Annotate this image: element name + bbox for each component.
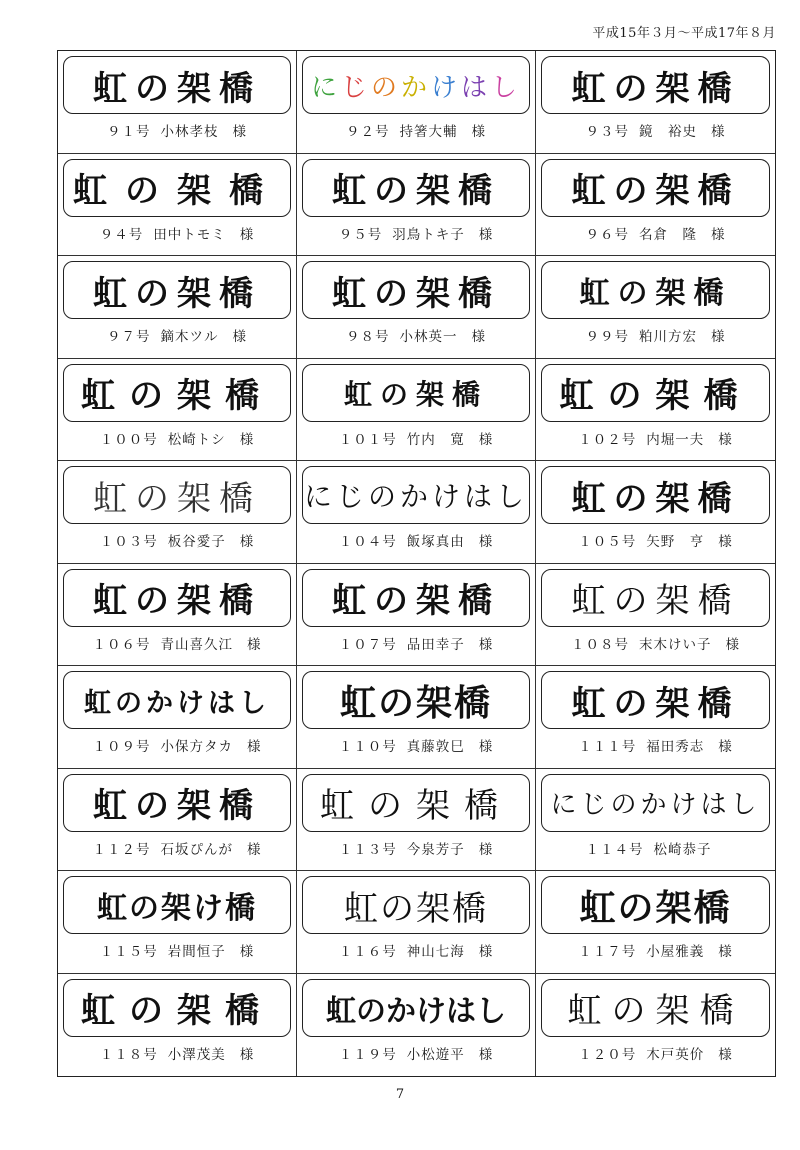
entry-number: １０２号: [578, 431, 637, 448]
page-number: 7: [395, 1087, 405, 1102]
calligraphy-frame: [541, 979, 770, 1037]
entry-honorific: 様: [718, 944, 733, 960]
entry-cell: [297, 564, 536, 667]
entry-name: 内堀一夫: [646, 431, 705, 448]
entry-name: 石坂ぴんが: [160, 841, 233, 858]
calligraphy-text: 虹の架橋: [93, 273, 261, 314]
entry-honorific: 様: [718, 1046, 733, 1063]
entry-cell: [536, 51, 775, 154]
entry-caption: [58, 633, 296, 653]
entry-cell: [297, 871, 536, 974]
calligraphy-frame: [63, 774, 291, 832]
entry-name: 鏡 裕史: [639, 124, 697, 140]
entry-number: １１９号: [338, 1046, 397, 1063]
entry-honorific: 様: [718, 534, 733, 550]
entry-honorific: 様: [247, 636, 262, 653]
entry-cell: [58, 51, 297, 154]
entry-name: 小林孝枝: [160, 124, 219, 140]
entry-cell: [536, 666, 775, 769]
calligraphy-frame: [302, 159, 530, 217]
calligraphy-text: 虹の架橋: [93, 478, 261, 519]
calligraphy-text: 虹の架け橋: [97, 891, 257, 926]
entry-cell: [536, 461, 775, 564]
entry-honorific: 様: [239, 431, 255, 448]
entry-caption: [58, 940, 296, 960]
entry-honorific: 様: [239, 534, 255, 550]
entry-caption: [297, 838, 535, 858]
calligraphy-frame: [63, 466, 291, 524]
calligraphy-frame: [302, 979, 530, 1037]
calligraphy-frame: [541, 56, 770, 114]
entry-name: 松崎恭子: [653, 841, 712, 858]
entry-honorific: 様: [711, 226, 726, 243]
entry-number: ９１号: [107, 124, 151, 140]
entry-caption: [58, 735, 296, 755]
entry-number: ９５号: [338, 226, 383, 243]
entry-number: １１７号: [578, 944, 637, 960]
entry-name: 名倉 隆: [639, 226, 697, 243]
period-header: 平成15年３月～平成17年８月: [592, 26, 776, 41]
entry-honorific: 様: [711, 124, 726, 140]
entry-name: 竹内 寛: [406, 431, 465, 448]
calligraphy-frame: [541, 876, 770, 934]
calligraphy-text: 虹の架橋: [571, 683, 740, 724]
calligraphy-frame: [541, 261, 770, 319]
calligraphy-frame: [541, 159, 770, 217]
entry-honorific: 様: [471, 124, 486, 140]
entry-caption: [58, 1043, 296, 1063]
entry-number: ９２号: [346, 124, 390, 140]
entry-caption: [58, 428, 296, 448]
entry-cell: [58, 769, 297, 872]
calligraphy-text: 虹の架橋: [93, 581, 261, 621]
calligraphy-frame: [541, 774, 770, 832]
calligraphy-frame: [302, 569, 530, 627]
calligraphy-frame: [63, 979, 291, 1037]
calligraphy-frame: [302, 774, 530, 832]
entry-honorific: 様: [471, 329, 486, 345]
entry-name: 神山七海: [406, 944, 465, 960]
entry-caption: [58, 223, 296, 243]
entry-honorific: 様: [478, 534, 494, 550]
entry-number: １０９号: [92, 739, 151, 755]
entry-number: １０８号: [571, 636, 629, 653]
entry-name: 小澤茂美: [167, 1046, 226, 1063]
entry-caption: [297, 120, 535, 140]
entry-caption: [536, 223, 775, 243]
entry-number: １１０号: [338, 739, 397, 755]
entry-number: １００号: [99, 431, 158, 448]
calligraphy-text: 虹の架橋: [93, 68, 261, 109]
entry-name: 小保方タカ: [160, 739, 233, 755]
calligraphy-text: 虹の架橋: [559, 376, 752, 416]
entry-cell: [536, 769, 775, 872]
entry-cell: [297, 154, 536, 257]
calligraphy-text: 虹の架橋: [332, 171, 500, 211]
entry-caption: [297, 223, 535, 243]
entry-cell: [297, 359, 536, 462]
entry-number: １１８号: [99, 1046, 158, 1063]
calligraphy-text: 虹の架橋: [332, 581, 500, 621]
entry-number: ９７号: [107, 329, 151, 345]
entry-name: 矢野 亨: [646, 534, 705, 550]
entry-caption: [536, 428, 775, 448]
entry-number: １０５号: [578, 534, 637, 550]
entry-honorific: 様: [239, 226, 255, 243]
entry-caption: [297, 530, 535, 550]
calligraphy-text: 虹の架橋: [571, 171, 740, 211]
entry-name: 板谷愛子: [167, 534, 226, 550]
entry-caption: [536, 838, 775, 858]
entry-name: 品田幸子: [406, 636, 465, 653]
entry-number: １０７号: [338, 636, 397, 653]
entry-honorific: 様: [247, 841, 262, 858]
calligraphy-text: 虹の架橋: [579, 886, 732, 929]
calligraphy-text: 虹の架橋: [343, 377, 488, 411]
entry-caption: [58, 120, 296, 140]
entry-caption: [58, 325, 296, 345]
entry-name: 粕川方宏: [639, 329, 697, 345]
calligraphy-text: にじのかけはし: [550, 790, 761, 820]
calligraphy-frame: [63, 876, 291, 934]
entry-number: １１２号: [92, 841, 151, 858]
entry-cell: [536, 974, 775, 1077]
entry-name: 小屋雅義: [646, 944, 705, 960]
entry-honorific: 様: [478, 1046, 494, 1063]
entry-caption: [536, 940, 775, 960]
entry-cell: [536, 871, 775, 974]
calligraphy-frame: [63, 261, 291, 319]
entry-number: ９４号: [99, 226, 144, 243]
calligraphy-frame: [63, 569, 291, 627]
calligraphy-frame: [63, 56, 291, 114]
entry-number: １０３号: [99, 534, 158, 550]
calligraphy-frame: [63, 159, 291, 217]
entry-name: 田中トモミ: [153, 226, 226, 243]
entry-cell: [58, 564, 297, 667]
entry-caption: [297, 633, 535, 653]
calligraphy-frame: [541, 466, 770, 524]
calligraphy-text: 虹の架橋: [571, 581, 740, 621]
entry-cell: [297, 461, 536, 564]
entry-cell: [297, 666, 536, 769]
calligraphy-frame: [541, 569, 770, 627]
calligraphy-text: 虹の架橋: [567, 991, 744, 1031]
entry-caption: [58, 838, 296, 858]
calligraphy-frame: [63, 671, 291, 729]
entry-cell: [58, 974, 297, 1077]
entry-number: １０４号: [338, 534, 397, 550]
entry-honorific: 様: [718, 739, 733, 755]
entry-name: 木戸英价: [646, 1046, 705, 1063]
entry-cell: [297, 51, 536, 154]
entry-name: 小松遊平: [406, 1046, 465, 1063]
entry-name: 真藤敦巳: [406, 739, 465, 755]
entry-honorific: 様: [478, 431, 494, 448]
entry-caption: [536, 120, 775, 140]
entry-cell: [536, 256, 775, 359]
calligraphy-text: 虹の架橋: [81, 376, 273, 416]
calligraphy-frame: [541, 671, 770, 729]
entry-honorific: 様: [711, 329, 726, 345]
calligraphy-text: 虹の架橋: [344, 888, 488, 929]
calligraphy-text: 虹のかけはし: [326, 993, 506, 1029]
entry-honorific: 様: [239, 944, 255, 960]
calligraphy-text: 虹の架橋: [571, 478, 740, 519]
entry-name: 羽鳥トキ子: [392, 226, 465, 243]
entry-honorific: 様: [478, 944, 494, 960]
entry-cell: [297, 256, 536, 359]
entry-caption: [536, 633, 775, 653]
calligraphy-text: 虹の架橋: [332, 273, 500, 314]
calligraphy-text: にじのかけはし: [303, 480, 528, 513]
entry-name: 岩間恒子: [167, 944, 226, 960]
entry-honorific: 様: [247, 739, 262, 755]
entry-caption: [536, 1043, 775, 1063]
entry-honorific: 様: [718, 431, 733, 448]
entry-cell: [536, 359, 775, 462]
entry-caption: [297, 428, 535, 448]
calligraphy-frame: [302, 466, 530, 524]
entry-name: 鏑木ツル: [160, 329, 219, 345]
entry-caption: [297, 940, 535, 960]
calligraphy-frame: [302, 261, 530, 319]
entry-honorific: 様: [232, 124, 247, 140]
entry-number: １１４号: [585, 841, 644, 858]
entry-number: ９３号: [585, 124, 629, 140]
entry-cell: [58, 871, 297, 974]
entry-number: １２０号: [578, 1046, 637, 1063]
entry-honorific: 様: [478, 739, 494, 755]
calligraphy-text: 虹の架橋: [73, 171, 281, 211]
entry-name: 持箸大輔: [399, 124, 458, 140]
entry-name: 今泉芳子: [406, 841, 465, 858]
entry-honorific: 様: [725, 636, 740, 653]
entry-name: 飯塚真由: [406, 534, 465, 550]
entry-number: １１３号: [338, 841, 397, 858]
entry-number: ９６号: [585, 226, 629, 243]
entry-honorific: 様: [232, 329, 247, 345]
entry-cell: [58, 666, 297, 769]
entry-caption: [297, 1043, 535, 1063]
calligraphy-text: 虹の架橋: [339, 681, 492, 724]
entry-number: １０６号: [92, 636, 151, 653]
calligraphy-frame: [302, 56, 530, 114]
entry-caption: [536, 735, 775, 755]
calligraphy-text: 虹の架橋: [93, 786, 261, 826]
calligraphy-frame: [302, 876, 530, 934]
entry-number: ９９号: [585, 329, 629, 345]
entry-caption: [297, 735, 535, 755]
entry-honorific: 様: [478, 226, 494, 243]
entry-caption: [536, 325, 775, 345]
entry-grid: [57, 50, 776, 1077]
calligraphy-text: 虹の架橋: [320, 786, 512, 826]
entry-honorific: 様: [478, 841, 494, 858]
entry-cell: [58, 359, 297, 462]
entry-name: 福田秀志: [646, 739, 705, 755]
entry-number: １１５号: [99, 944, 158, 960]
entry-cell: [536, 154, 775, 257]
entry-cell: [297, 974, 536, 1077]
entry-cell: [58, 256, 297, 359]
entry-honorific: 様: [239, 1046, 255, 1063]
calligraphy-text: 虹のかけはし: [84, 687, 270, 719]
entry-number: １０１号: [338, 431, 397, 448]
entry-cell: [536, 564, 775, 667]
entry-name: 小林英一: [399, 329, 458, 345]
entry-cell: [58, 461, 297, 564]
calligraphy-frame: [302, 671, 530, 729]
calligraphy-text: 虹の架橋: [81, 991, 273, 1031]
entry-number: ９８号: [346, 329, 390, 345]
entry-cell: [58, 154, 297, 257]
entry-caption: [536, 530, 775, 550]
calligraphy-frame: [302, 364, 530, 422]
calligraphy-frame: [63, 364, 291, 422]
entry-name: 青山喜久江: [160, 636, 233, 653]
entry-caption: [297, 325, 535, 345]
calligraphy-frame: [541, 364, 770, 422]
entry-cell: [297, 769, 536, 872]
calligraphy-text: 虹の架橋: [571, 68, 740, 109]
entry-name: 末木けい子: [639, 636, 712, 653]
entry-name: 松崎トシ: [167, 431, 226, 448]
entry-caption: [58, 530, 296, 550]
entry-honorific: 様: [478, 636, 494, 653]
entry-number: １１１号: [578, 739, 637, 755]
calligraphy-text: 虹の架橋: [579, 276, 732, 311]
entry-number: １１６号: [338, 944, 397, 960]
calligraphy-text: にじのかけはし: [310, 72, 522, 103]
